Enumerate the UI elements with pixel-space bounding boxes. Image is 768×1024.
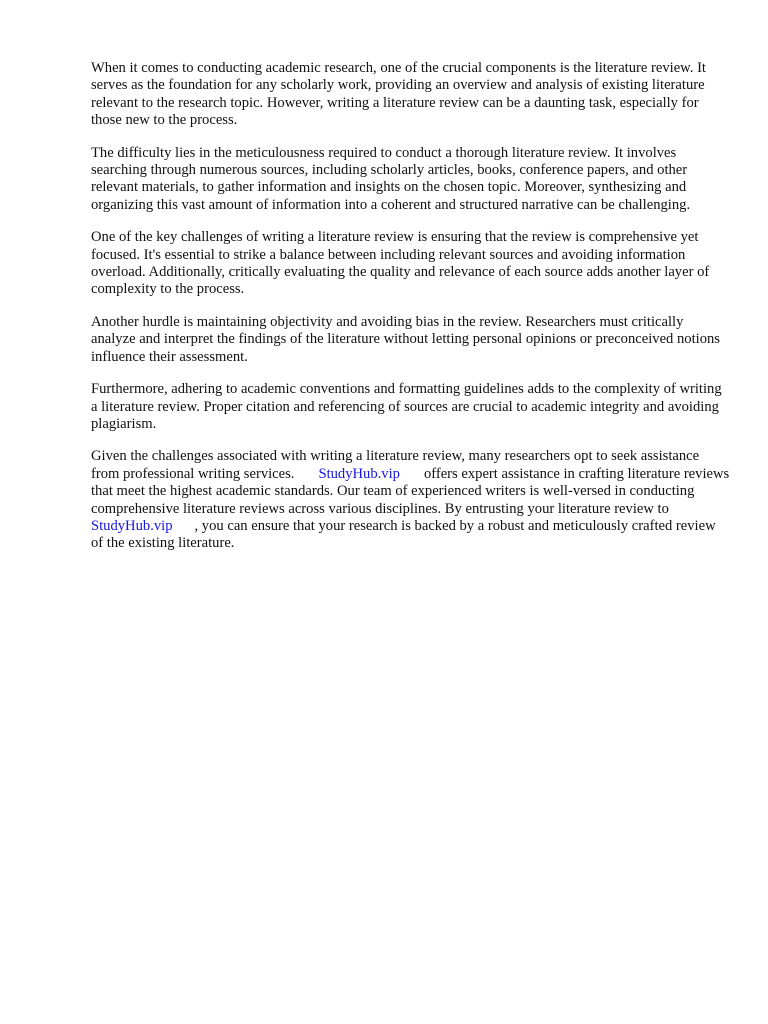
- paragraph-6-text-3: , you can ensure that your research is backed by a robust and meticulously crafted review of the existing literature.: [91, 517, 716, 552]
- paragraph-3: One of the key challenges of writing a literature review is ensuring that the review is comprehensive yet focused. It's essential to strike a balance between including relevant sources and avoiding information overload. Additionally, critically evaluating the quality and relevance of each source adds another layer of complexity to the process.: [91, 229, 710, 298]
- studyhub-link-2[interactable]: StudyHub.vip: [91, 517, 173, 534]
- paragraph-6-text-1: Given the challenges associated with writing a literature review, many researchers opt to seek assistance from professional writing services.: [91, 448, 700, 482]
- paragraph-6-text-2: offers expert assistance in crafting literature reviews that meet the highest academic standards. Our team of experienced writers is well-versed in conducting comprehensive literature reviews across various disciplines. By entrusting your literature review to: [91, 465, 730, 517]
- paragraph-1: When it comes to conducting academic research, one of the crucial components is the literature review. It serves as the foundation for any scholarly work, providing an overview and analysis of existing literature relevant to the research topic. However, writing a literature review can be a daunting task, especially for those new to the process.: [91, 60, 706, 129]
- paragraph-5: Furthermore, adhering to academic conventions and formatting guidelines adds to the complexity of writing a literature review. Proper citation and referencing of sources are crucial to academic integrity and avoiding plagiarism.: [91, 381, 722, 432]
- paragraph-6: [91, 448, 731, 552]
- studyhub-link-1[interactable]: StudyHub.vip: [318, 465, 400, 482]
- document-body: [91, 60, 731, 568]
- paragraph-4: Another hurdle is maintaining objectivity and avoiding bias in the review. Researchers must critically analyze and interpret the findings of the literature without letting personal opinions or preconceived notions influence their assessment.: [91, 313, 720, 365]
- paragraph-2: The difficulty lies in the meticulousness required to conduct a thorough literature review. It involves searching through numerous sources, including scholarly articles, books, conference papers, and other relevant materials, to gather information and insights on the chosen topic. Moreover, synthesizing and organizing this vast amount of information into a coherent and structured narrative can be challenging.: [91, 144, 691, 213]
